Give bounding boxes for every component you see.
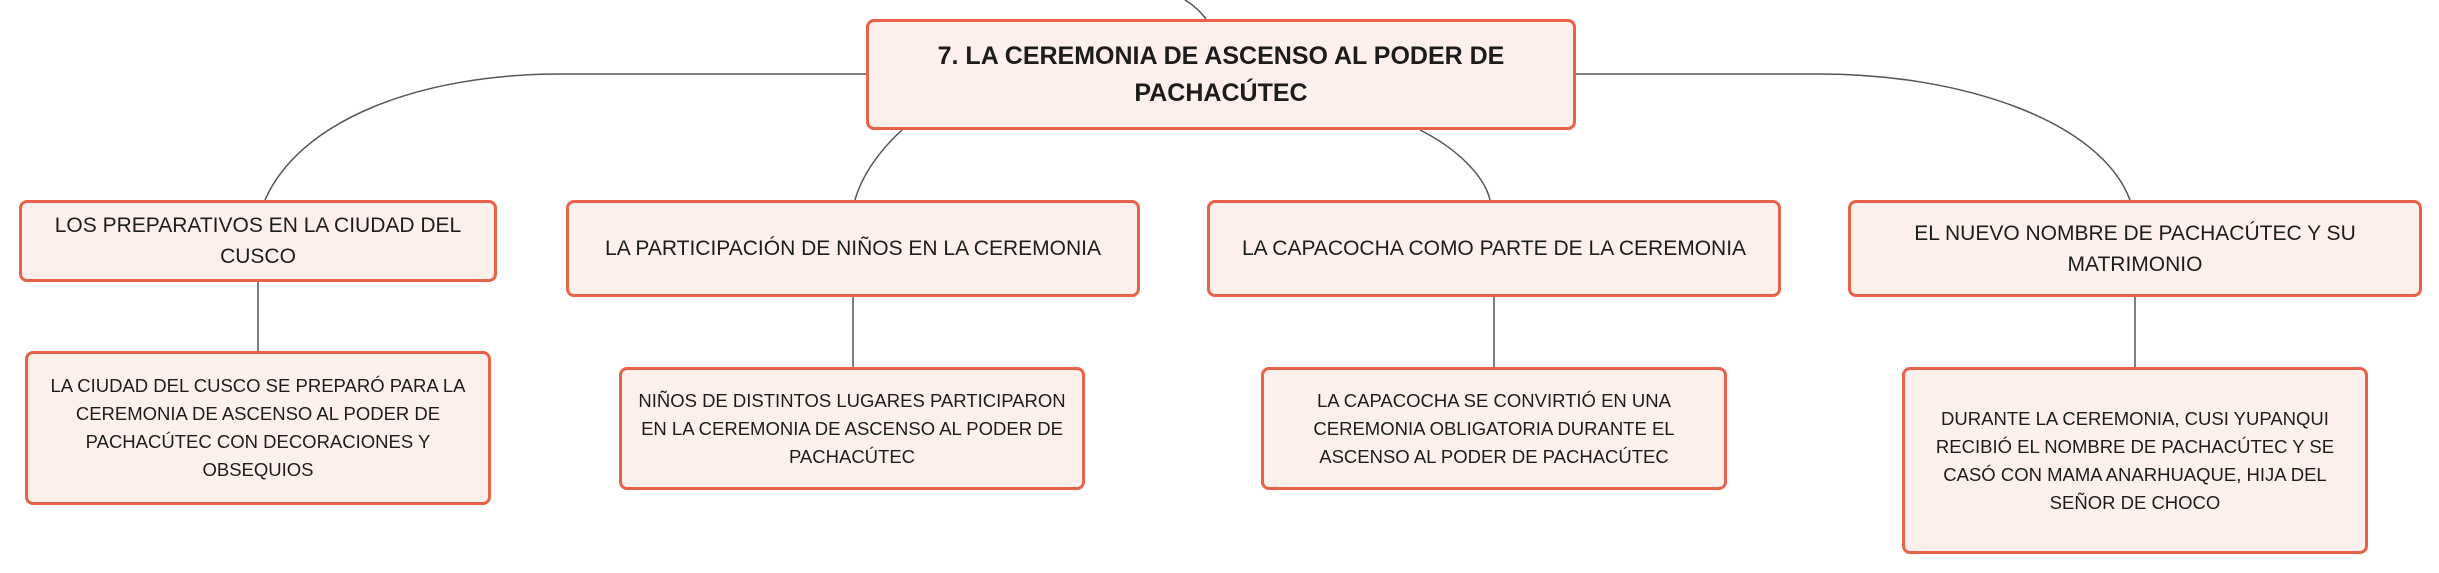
subtopic-text: DURANTE LA CEREMONIA, CUSI YUPANQUI RECIBIÓ EL NOMBRE DE PACHACÚTEC Y SE CASÓ CON MAMA ANARHUAQUE, HIJA DEL SEÑOR DE CHOCO [1935, 407, 2335, 513]
subtopic-text: LA CIUDAD DEL CUSCO SE PREPARÓ PARA LA CEREMONIA DE ASCENSO AL PODER DE PACHACÚTEC CON DECORACIONES Y OBSEQUIOS [50, 375, 466, 480]
topic-label: LA PARTICIPACIÓN DE NIÑOS EN LA CEREMONIA [605, 237, 1101, 260]
central-topic-node[interactable] [866, 19, 1576, 130]
topic-node-capacocha[interactable] [1207, 200, 1781, 297]
subtopic-node-participacion-ninos[interactable] [619, 367, 1085, 490]
subtopic-text: LA CAPACOCHA SE CONVIRTIÓ EN UNA CEREMONIA OBLIGATORIA DURANTE EL ASCENSO AL PODER DE PACHACÚTEC [1313, 389, 1675, 467]
subtopic-node-preparativos[interactable] [25, 351, 491, 505]
central-topic-title: 7. LA CEREMONIA DE ASCENSO AL PODER DE PACHACÚTEC [937, 41, 1505, 107]
connector-parent-stub [1185, 0, 1206, 19]
connector-root-to-topic-3 [1420, 130, 1490, 200]
connector-root-to-topic-1 [265, 74, 866, 200]
topic-label: LA CAPACOCHA COMO PARTE DE LA CEREMONIA [1241, 237, 1747, 260]
topic-label: LOS PREPARATIVOS EN LA CIUDAD DEL CUSCO [54, 214, 462, 268]
connector-root-to-topic-4 [1576, 74, 2130, 200]
topic-label: EL NUEVO NOMBRE DE PACHACÚTEC Y SU MATRIMONIO [1914, 221, 2356, 276]
subtopic-text: NIÑOS DE DISTINTOS LUGARES PARTICIPARON EN LA CEREMONIA DE ASCENSO AL PODER DE PACHACÚTEC [638, 389, 1066, 467]
subtopic-node-nuevo-nombre[interactable] [1902, 367, 2368, 554]
topic-node-nuevo-nombre[interactable] [1848, 200, 2422, 297]
subtopic-node-capacocha[interactable] [1261, 367, 1727, 490]
topic-node-participacion-ninos[interactable] [566, 200, 1140, 297]
topic-node-preparativos[interactable] [19, 200, 497, 282]
connector-root-to-topic-2 [855, 130, 902, 200]
